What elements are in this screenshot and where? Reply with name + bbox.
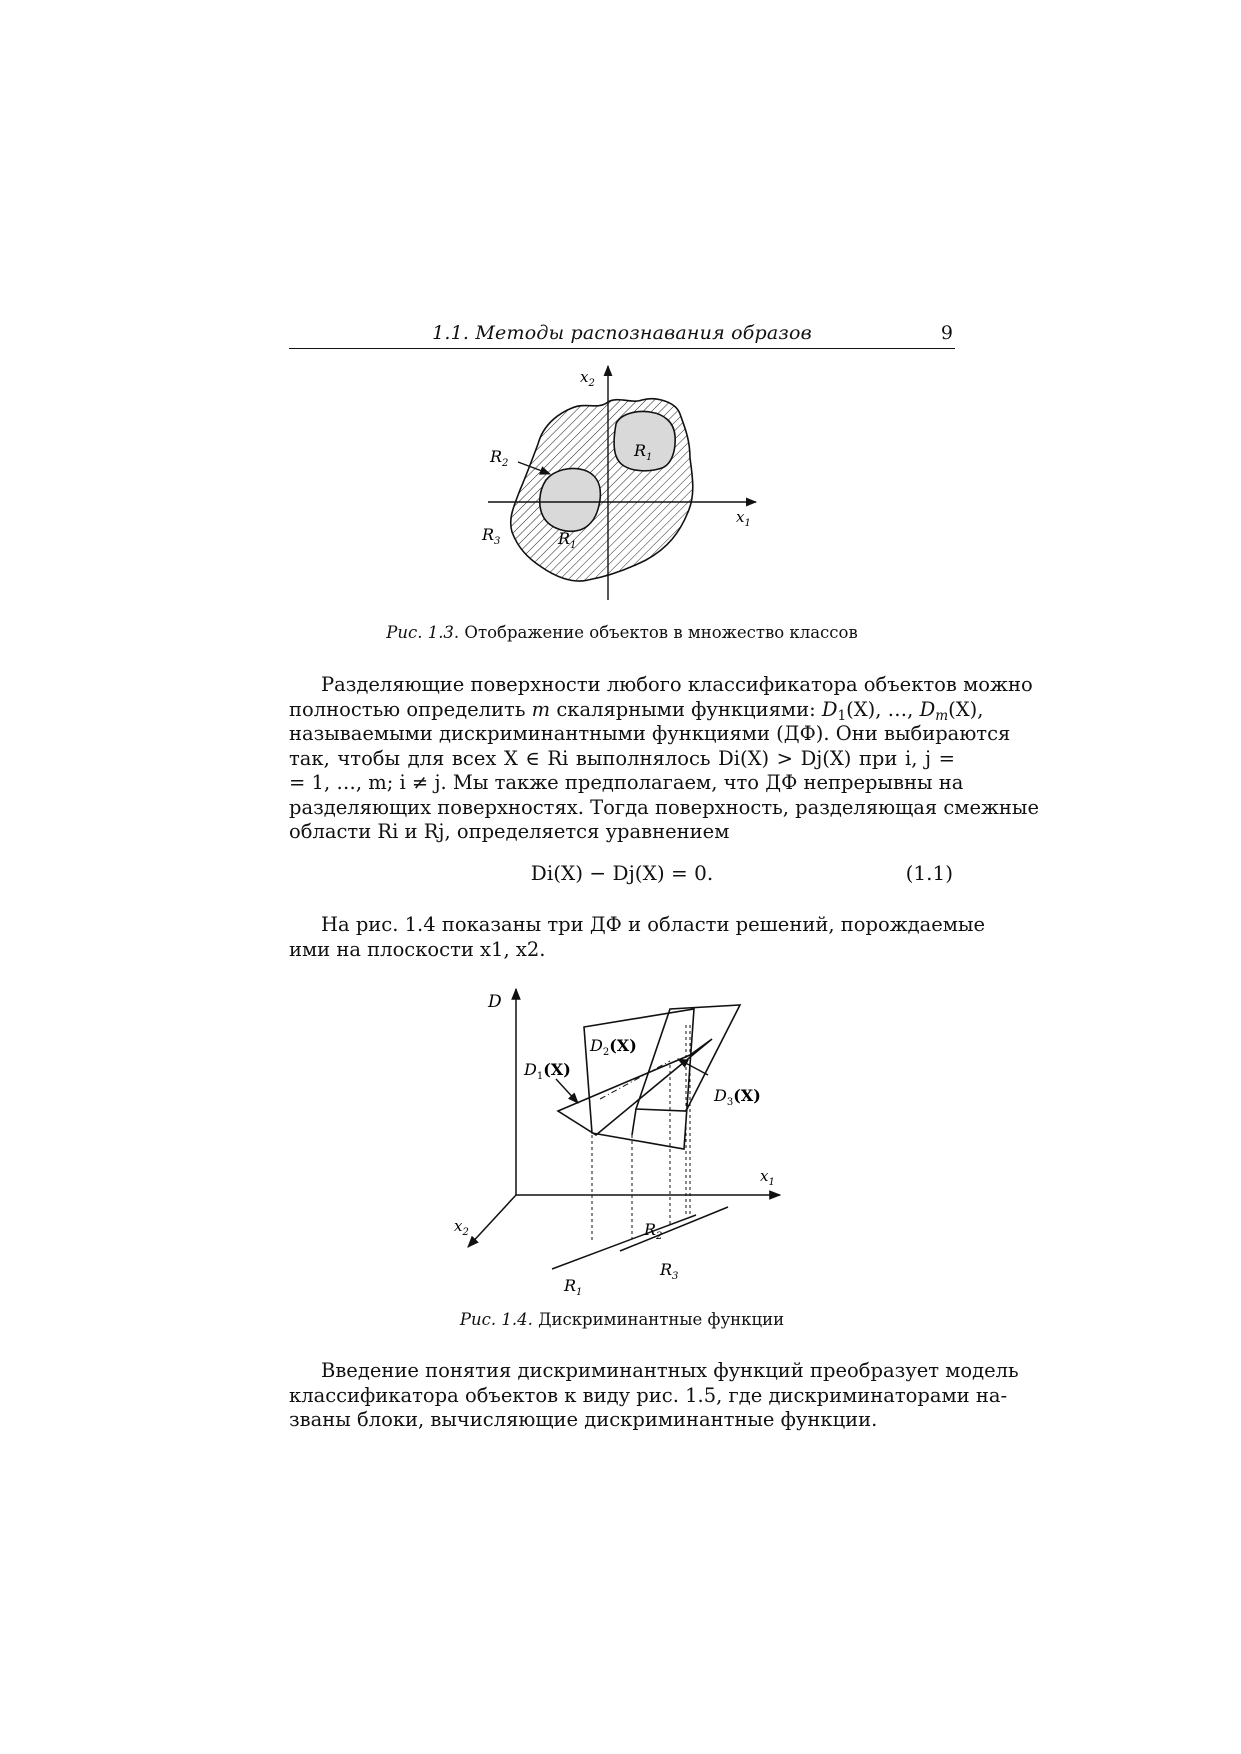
- text-line: званы блоки, вычисляющие дискриминантные функции.: [289, 1408, 878, 1431]
- page-number: 9: [940, 322, 953, 344]
- region-r1-top-label: $R_1$: [634, 441, 653, 463]
- paragraph-2: [289, 913, 986, 962]
- caption-label: Рис. 1.3.: [386, 623, 460, 642]
- d3-pointer-arrow: [678, 1059, 708, 1075]
- region-r1-bottom-label: $R_1$: [558, 529, 577, 551]
- text-line: классификатора объектов к виду рис. 1.5, где дискриминаторами на-: [289, 1383, 1008, 1407]
- axis-x2-label: $x_2$: [454, 1217, 469, 1238]
- text-line: разделяющих поверхностях. Тогда поверхность, разделяющая смежные: [289, 795, 1039, 819]
- axis-x1-label: $x_1$: [736, 508, 751, 529]
- equation-1-1: [289, 861, 955, 889]
- text-line: полностью определить m скалярными функциями: $D_1(X)$, …, $D_m(X)$,: [289, 697, 984, 724]
- text-line: так, чтобы для всех X ∈ Ri выполнялось Di(X) > Dj(X) при i, j =: [289, 746, 955, 770]
- region-r2-label: $R_2$: [644, 1220, 663, 1242]
- text-line: На рис. 1.4 показаны три ДФ и области решений, порождаемые: [321, 913, 986, 936]
- intersection-line: [600, 1061, 670, 1099]
- d2-label: $D_2(X)$: [590, 1036, 637, 1058]
- text-line: называемыми дискриминантными функциями (ДФ). Они выбираются: [289, 722, 1011, 745]
- caption-text: Отображение объектов в множество классов: [459, 623, 858, 642]
- header-title: 1.1. Методы распознавания образов: [432, 322, 812, 344]
- paragraph-1: [289, 673, 1039, 845]
- text-line: Разделяющие поверхности любого классификатора объектов можно: [321, 673, 1033, 696]
- text-line: Введение понятия дискриминантных функций преобразует модель: [321, 1359, 1019, 1382]
- boundary-line-r3: [620, 1207, 728, 1251]
- caption-text: Дискриминантные функции: [532, 1310, 785, 1329]
- equation-formula: Di(X) − Dj(X) = 0.: [530, 861, 714, 885]
- d1-label: $D_1(X)$: [524, 1060, 571, 1082]
- region-r1-bottom-shape: [540, 468, 601, 531]
- region-r1-label: $R_1$: [564, 1276, 583, 1295]
- boundary-line-r1: [552, 1215, 696, 1269]
- figure-1-4-caption: [289, 1310, 955, 1329]
- paragraph-3: [289, 1359, 1019, 1433]
- text-line: = 1, …, m; i ≠ j. Мы также предполагаем, что ДФ непрерывны на: [289, 771, 964, 794]
- axis-x2-label: $x_2$: [580, 368, 595, 389]
- axis-x1-label: $x_1$: [760, 1167, 775, 1188]
- figure-1-3-caption: [289, 623, 955, 642]
- d2-plane: [584, 1009, 694, 1149]
- region-r3-label: $R_3$: [482, 525, 501, 547]
- equation-number: (1.1): [905, 861, 953, 885]
- region-r2-label: $R_2$: [490, 447, 509, 469]
- d3-edge: [632, 1109, 636, 1135]
- running-header: [289, 322, 955, 349]
- text-line: области Ri и Rj, определяется уравнением: [289, 820, 730, 843]
- region-r3-label: $R_3$: [660, 1260, 679, 1282]
- figure-1-4: [450, 985, 790, 1295]
- figure-1-3: [480, 362, 770, 612]
- d1-pointer-arrow: [556, 1079, 578, 1103]
- d3-label: $D_3(X)$: [714, 1086, 761, 1108]
- axis-d-label: D: [488, 992, 502, 1012]
- x2-axis: [468, 1195, 516, 1247]
- text-line: ими на плоскости x1, x2.: [289, 937, 546, 961]
- caption-label: Рис. 1.4.: [459, 1310, 533, 1329]
